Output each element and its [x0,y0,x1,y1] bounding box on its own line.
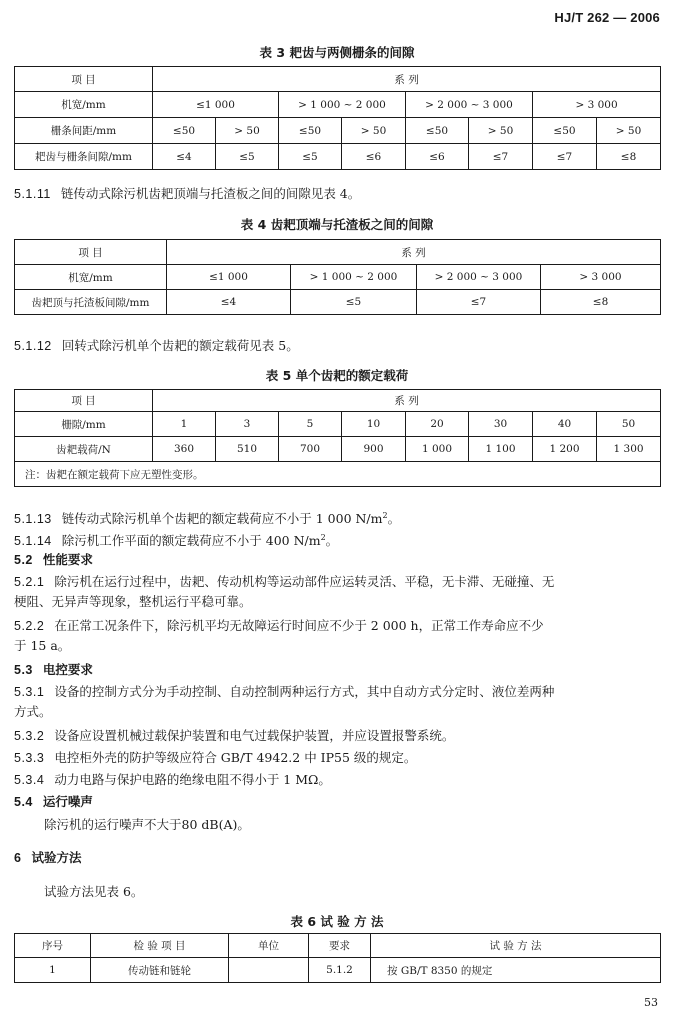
clause-text-line2: 于 15 a。 [14,638,71,653]
superscript: 2 [382,511,388,520]
table5-head-item: 项 目 [15,390,153,412]
table-cell: ≤5 [216,144,279,170]
table-row-label: 耙齿与栅条间隙/mm [15,144,153,170]
table3-header-row [15,67,661,92]
clause-text: 动力电路与保护电路的绝缘电阻不得小于 1 MΩ。 [54,772,331,787]
table-cell: 1 100 [469,437,533,462]
table-cell: ≤7 [533,144,597,170]
section-5-4-heading [14,792,660,812]
table-cell: ≤6 [406,144,469,170]
clause-text-line1: 设备的控制方式分为手动控制、自动控制两种运行方式，其中自动方式分定时、液位差两种 [54,684,555,699]
clause-5-2-1 [14,572,660,611]
table-cell: 按 GB/T 8350 的规定 [371,958,661,983]
table-cell: ≤5 [291,290,417,315]
table-cell: 50 [597,412,661,437]
table-cell: ≤5 [279,144,342,170]
section-title: 性能要求 [42,552,93,567]
table5-head-series: 系 列 [153,390,661,412]
table6-head-unit: 单位 [229,934,309,958]
table-cell: ≤7 [469,144,533,170]
table6-head-index: 序号 [15,934,91,958]
table-cell: ≤8 [541,290,661,315]
table6-header-row [15,934,661,958]
table-cell: 1 300 [597,437,661,462]
clause-text: 回转式除污机单个齿耙的额定载荷见表 5。 [61,338,299,353]
clause-5-3-4 [14,770,660,790]
table6-head-requirement: 要求 [309,934,371,958]
table3-caption: 表 3 耙齿与两侧栅条的间隙 [259,45,415,60]
table-cell: 1 [15,958,91,983]
section-title: 试验方法 [31,850,82,865]
clause-text-line1: 在正常工况条件下，除污机平均无故障运行时间应不少于 2 000 h，正常工作寿命应不少 [54,618,544,633]
table-cell: ≤7 [417,290,541,315]
table4-head-series: 系 列 [167,240,661,265]
table-cell: 传动链和链轮 [91,958,229,983]
table5-caption: 表 5 单个齿耙的额定载荷 [265,368,409,383]
clause-5-3-2 [14,726,660,746]
table-cell: ≤50 [533,118,597,144]
table-cell: 40 [533,412,597,437]
table-cell: 5 [279,412,342,437]
table-cell: 5.1.2 [309,958,371,983]
clause-text-line2: 梗阻、无异声等现象，整机运行平稳可靠。 [14,594,252,609]
clause-number: 5.2.2 [14,619,45,633]
table-row-label: 栅条间距/mm [15,118,153,144]
table-cell: ≤1 000 [153,92,279,118]
clause-5-3-3 [14,748,660,768]
table6-head-item: 检 验 项 目 [91,934,229,958]
section-number: 5.3 [14,663,33,677]
section-6-text: 试验方法见表 6。 [44,884,144,899]
table-cell: ≤50 [406,118,469,144]
clause-5-3-1 [14,682,660,721]
table-cell: 1 [153,412,216,437]
table6 [14,933,661,983]
table-cell [229,958,309,983]
table3-row-gap [15,144,661,170]
clause-text: 除污机工作平面的额定载荷应不小于 400 N/m [61,533,321,549]
table4 [14,239,661,315]
clause-number: 5.3.4 [14,773,45,787]
table4-caption: 表 4 齿耙顶端与托渣板之间的间隙 [240,217,434,232]
table3-head-item: 项 目 [15,67,153,92]
clause-text: 链传动式除污机单个齿耙的额定载荷应不小于 1 000 N/m [61,511,383,527]
table-row-label: 栅隙/mm [15,412,153,437]
clause-number: 5.1.11 [14,187,51,201]
clause-text-line2: 方式。 [14,704,52,719]
table4-header-row [15,240,661,265]
clause-text: 电控柜外壳的防护等级应符合 GB/T 4942.2 中 IP55 级的规定。 [54,750,417,765]
clause-5-1-11 [14,184,660,204]
table-row-label: 机宽/mm [15,265,167,290]
table-cell: > 2 000 ~ 3 000 [406,92,533,118]
table-cell: ≤50 [279,118,342,144]
clause-text: 设备应设置机械过载保护装置和电气过载保护装置，并应设置报警系统。 [54,728,455,743]
clause-text-line1: 除污机在运行过程中，齿耙、传动机构等运动部件应运转灵活、平稳，无卡滞、无碰撞、无 [54,574,555,589]
clause-number: 5.3.1 [14,685,45,699]
clause-tail: 。 [325,533,339,549]
table5-row-load [15,437,661,462]
table4-row-width [15,265,661,290]
clause-number: 5.3.2 [14,729,45,743]
table-cell: > 3 000 [533,92,661,118]
clause-5-1-12 [14,336,660,356]
page-number: 53 [644,996,658,1009]
table-cell: 900 [342,437,406,462]
clause-tail: 。 [387,511,401,527]
table-cell: > 1 000 ~ 2 000 [279,92,406,118]
table-cell: > 1 000 ~ 2 000 [291,265,417,290]
table6-head-method: 试 验 方 法 [371,934,661,958]
superscript: 2 [320,533,326,542]
table3 [14,66,661,170]
clause-number: 5.1.13 [14,512,52,527]
table-cell: 30 [469,412,533,437]
table-cell: > 50 [342,118,406,144]
section-6-heading [14,848,660,868]
table-cell: ≤50 [153,118,216,144]
table-cell: 360 [153,437,216,462]
table5-header-row [15,390,661,412]
table-cell: > 50 [597,118,661,144]
table-cell: > 3 000 [541,265,661,290]
clause-number: 5.2.1 [14,575,45,589]
table-cell: 1 000 [406,437,469,462]
section-number: 5.4 [14,795,33,809]
clause-5-1-13 [14,506,660,529]
table6-caption: 表 6 试 验 方 法 [290,914,384,929]
table5-note: 注：齿耙在额定载荷下应无塑性变形。 [15,462,661,487]
table4-row-gap [15,290,661,315]
section-5-2-heading [14,550,660,570]
table-cell: ≤8 [597,144,661,170]
table-row [15,958,661,983]
table-cell: > 50 [216,118,279,144]
table-cell: ≤6 [342,144,406,170]
table-cell: 10 [342,412,406,437]
table5 [14,389,661,487]
clause-number: 5.1.12 [14,339,52,353]
section-number: 5.2 [14,553,33,567]
table-cell: 20 [406,412,469,437]
clause-number: 5.1.14 [14,534,52,549]
clause-5-4-text: 除污机的运行噪声不大于80 dB(A)。 [44,817,250,832]
clause-5-1-14 [14,528,660,551]
table-row-label: 机宽/mm [15,92,153,118]
section-5-3-heading [14,660,660,680]
table-row-label: 齿耙载荷/N [15,437,153,462]
table-row-label: 齿耙顶与托渣板间隙/mm [15,290,167,315]
table4-head-item: 项 目 [15,240,167,265]
table3-row-width [15,92,661,118]
table-cell: 510 [216,437,279,462]
table3-row-bar [15,118,661,144]
table5-note-row [15,462,661,487]
table-cell: 700 [279,437,342,462]
table-cell: ≤1 000 [167,265,291,290]
table-cell: 3 [216,412,279,437]
table-cell: 1 200 [533,437,597,462]
section-title: 电控要求 [42,662,93,677]
clause-text: 链传动式除污机齿耙顶端与托渣板之间的间隙见表 4。 [60,186,361,201]
standard-code-header: HJ/T 262 — 2006 [554,10,660,25]
clause-number: 5.3.3 [14,751,45,765]
table-cell: > 50 [469,118,533,144]
table-cell: ≤4 [167,290,291,315]
table3-head-series: 系 列 [153,67,661,92]
table-cell: > 2 000 ~ 3 000 [417,265,541,290]
section-number: 6 [14,851,22,865]
table-cell: ≤4 [153,144,216,170]
table5-row-gap [15,412,661,437]
section-title: 运行噪声 [42,794,93,809]
clause-5-2-2 [14,616,660,655]
